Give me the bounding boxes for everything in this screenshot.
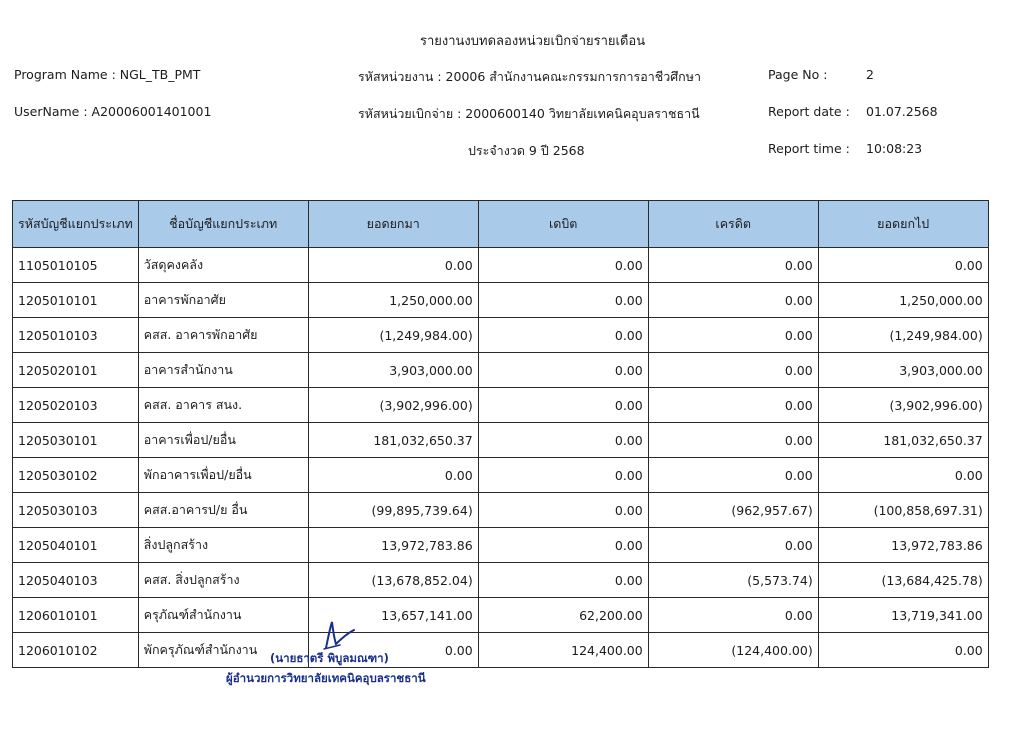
cell-account-name: คสส. อาคาร สนง. [138,388,308,423]
cell-closing: 13,972,783.86 [818,528,988,563]
report-time-value: 10:08:23 [866,141,923,156]
cell-closing: (13,684,425.78) [818,563,988,598]
table-row [13,283,989,318]
cell-account-code: 1205040103 [13,563,139,598]
cell-closing: (3,902,996.00) [818,388,988,423]
table-row [13,633,989,668]
col-header-account-name: ชื่อบัญชีแยกประเภท [138,201,308,248]
table-row [13,598,989,633]
cell-credit: 0.00 [648,458,818,493]
col-header-closing-balance: ยอดยกไป [818,201,988,248]
trial-balance-table [12,200,989,668]
cell-account-code: 1105010105 [13,248,139,283]
table-row [13,423,989,458]
cell-account-name: คสส. สิ่งปลูกสร้าง [138,563,308,598]
cell-account-name: พักครุภัณฑ์สำนักงาน [138,633,308,668]
cell-closing: 0.00 [818,633,988,668]
cell-debit: 0.00 [478,353,648,388]
col-header-account-code: รหัสบัญชีแยกประเภท [13,201,139,248]
cell-account-code: 1205010101 [13,283,139,318]
signatory-title: ผู้อำนวยการวิทยาลัยเทคนิคอุบลราชธานี [226,671,426,685]
cell-debit: 62,200.00 [478,598,648,633]
table-row [13,458,989,493]
cell-closing: 181,032,650.37 [818,423,988,458]
cell-debit: 0.00 [478,493,648,528]
cell-account-code: 1205020103 [13,388,139,423]
cell-account-name: พักอาคารเพื่อป/ยอื่น [138,458,308,493]
disbursement-unit: รหัสหน่วยเบิกจ่าย : 2000600140 วิทยาลัยเทคนิคอุบลราชธานี [358,106,700,121]
cell-debit: 0.00 [478,563,648,598]
cell-account-name: อาคารพักอาศัย [138,283,308,318]
cell-credit: 0.00 [648,528,818,563]
cell-account-code: 1205020101 [13,353,139,388]
user-name: UserName : A20006001401001 [14,104,212,119]
cell-account-name: วัสดุคงคลัง [138,248,308,283]
report-date-value: 01.07.2568 [866,104,938,119]
agency-code: รหัสหน่วยงาน : 20006 สำนักงานคณะกรรมการการอาชีวศึกษา [358,69,702,84]
cell-debit: 0.00 [478,423,648,458]
cell-credit: 0.00 [648,283,818,318]
signatory-name: (นายธาตรี พิบูลมณฑา) [270,651,389,665]
page-no-label: Page No : [768,67,828,82]
cell-opening: (3,902,996.00) [308,388,478,423]
cell-account-code: 1205030103 [13,493,139,528]
cell-debit: 0.00 [478,458,648,493]
cell-account-name: อาคารเพื่อป/ยอื่น [138,423,308,458]
cell-opening: 13,657,141.00 [308,598,478,633]
cell-account-name: คสส.อาคารป/ย อื่น [138,493,308,528]
cell-closing: 0.00 [818,248,988,283]
cell-opening: 181,032,650.37 [308,423,478,458]
cell-opening: 1,250,000.00 [308,283,478,318]
cell-closing: 0.00 [818,458,988,493]
cell-opening: (99,895,739.64) [308,493,478,528]
cell-credit: 0.00 [648,248,818,283]
report-time-label: Report time : [768,141,850,156]
cell-account-code: 1205030102 [13,458,139,493]
table-row [13,528,989,563]
cell-opening: 0.00 [308,248,478,283]
cell-opening: 0.00 [308,458,478,493]
cell-debit: 0.00 [478,318,648,353]
cell-account-name: สิ่งปลูกสร้าง [138,528,308,563]
cell-credit: (962,957.67) [648,493,818,528]
cell-opening: (13,678,852.04) [308,563,478,598]
report-date-label: Report date : [768,104,850,119]
report-period: ประจำงวด 9 ปี 2568 [468,143,585,158]
table-row [13,388,989,423]
table-row [13,493,989,528]
cell-account-code: 1205040101 [13,528,139,563]
page-no-value: 2 [866,67,874,82]
table-row [13,318,989,353]
cell-opening: (1,249,984.00) [308,318,478,353]
table-header-row [13,201,989,248]
cell-closing: (100,858,697.31) [818,493,988,528]
cell-account-name: อาคารสำนักงาน [138,353,308,388]
cell-credit: 0.00 [648,423,818,458]
col-header-debit: เดบิต [478,201,648,248]
cell-credit: 0.00 [648,353,818,388]
cell-debit: 0.00 [478,528,648,563]
cell-credit: 0.00 [648,388,818,423]
cell-account-name: คสส. อาคารพักอาศัย [138,318,308,353]
cell-credit: 0.00 [648,318,818,353]
program-name: Program Name : NGL_TB_PMT [14,67,201,82]
cell-opening: 0.00 [308,633,478,668]
cell-opening: 13,972,783.86 [308,528,478,563]
cell-account-name: ครุภัณฑ์สำนักงาน [138,598,308,633]
cell-debit: 0.00 [478,283,648,318]
cell-closing: 3,903,000.00 [818,353,988,388]
cell-account-code: 1205030101 [13,423,139,458]
table-row [13,353,989,388]
cell-closing: (1,249,984.00) [818,318,988,353]
cell-closing: 1,250,000.00 [818,283,988,318]
col-header-opening-balance: ยอดยกมา [308,201,478,248]
table-row [13,563,989,598]
cell-closing: 13,719,341.00 [818,598,988,633]
cell-credit: (124,400.00) [648,633,818,668]
cell-debit: 0.00 [478,388,648,423]
cell-debit: 124,400.00 [478,633,648,668]
table-row [13,248,989,283]
cell-account-code: 1205010103 [13,318,139,353]
cell-account-code: 1206010101 [13,598,139,633]
table-body [13,248,989,668]
cell-credit: (5,573.74) [648,563,818,598]
cell-debit: 0.00 [478,248,648,283]
cell-credit: 0.00 [648,598,818,633]
cell-account-code: 1206010102 [13,633,139,668]
col-header-credit: เครดิต [648,201,818,248]
report-title: รายงานงบทดลองหน่วยเบิกจ่ายรายเดือน [420,34,646,49]
cell-opening: 3,903,000.00 [308,353,478,388]
